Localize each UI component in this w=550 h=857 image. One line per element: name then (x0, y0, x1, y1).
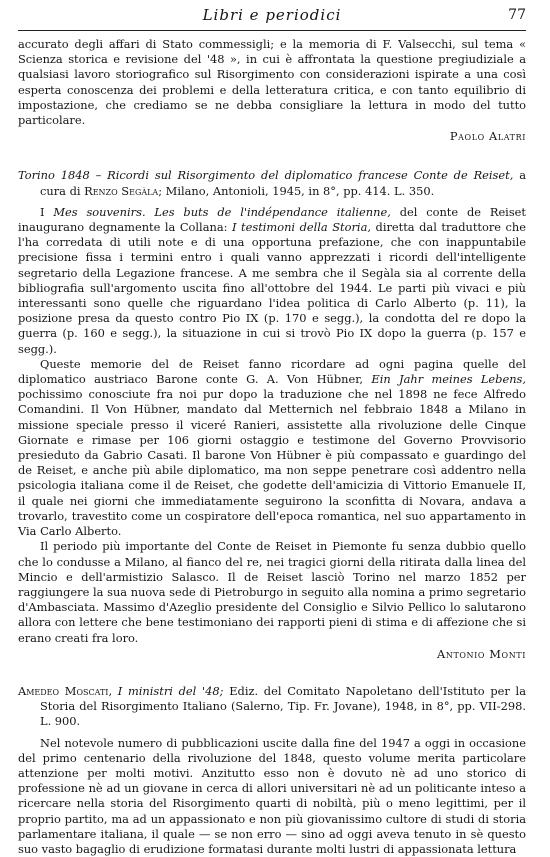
review3-publication-details: Ediz. del Comitato Napoletano dell'Istituto per la Storia del Risorgimento Italiano (Salerno, Tip. Fr. Jovane), 1948, in 8°, pp. VII-298. L. 900. (40, 683, 526, 729)
review3-paragraph-1: Nel notevole numero di pubblicazioni uscite dalla fine del 1947 a oggi in occasione del primo centenario della rivoluzione del 1848, questo volume merita particolare attenzione per molti motivi. Anzitutto esso non è dovuto nè ad uno storico di professione nè ad un giovane in cerca di allori universitari nè ad un politicante inteso a ricercare nella storia del Risorgimento quarti di nobiltà, più o meno legittimi, per il proprio partito, ma ad un appassionato e non più giovanissimo cultore di studi di storia parlamentare italiana, il quale — se non erro — sino ad oggi aveva tenuto in sè questo suo vasto bagaglio di erudizione formatasi durante molti lustri di appassionata lettura (18, 735, 526, 856)
running-head: Libri e periodici (202, 6, 342, 24)
review2-p1-series: I testimoni della Storia, (232, 220, 371, 235)
review3-author: Amedeo Moscati, (18, 683, 113, 698)
review2-publication-details: ; Milano, Antonioli, 1945, in 8°, pp. 414. L. 350. (158, 183, 435, 198)
review2-paragraph-1 (18, 205, 526, 357)
review2-signature: Antonio Monti (437, 646, 526, 661)
review2-curator-prefix: a cura di (40, 168, 526, 198)
page-header (18, 6, 526, 31)
review2-p1-french-title: Mes souvenirs. Les buts de l'indépendance italienne, (53, 204, 391, 219)
review2-p1-intro: I (40, 204, 45, 219)
review2-book-title: Torino 1848 – Ricordi sul Risorgimento del diplomatico francese Conte de Reiset, (18, 168, 514, 183)
review2-p2-start: Queste memorie del de Reiset fanno ricordare ad ogni pagina quelle del diplomatico austriaco Barone conte G. A. Von Hübner, (18, 356, 526, 387)
page-number: 77 (508, 7, 526, 23)
review2-paragraph-2 (18, 357, 526, 539)
review2-curator: Renzo Segàla (84, 183, 159, 198)
review2-citation (18, 168, 526, 198)
review3-book-title: I ministri del '48; (117, 683, 224, 698)
review3-citation (18, 684, 526, 730)
review2-p1-rest: diretta dal traduttore che l'ha corredata di utili note e di una opportuna prefazione, che con inappuntabile precisione fissa i termini entro i quali vanno apprezzati i ricordi dell'intelligente segretario della Legazione francese. A me sembra che il Segàla sia al corrente della bibliografia sull'argomento uscita fino all'ottobre del 1944. Le parti più vivaci e più interessanti sono quelle che riguardano l'idea politica di Carlo Alberto (p. 11), la posizione presa da questo contro Pio IX (p. 170 e segg.), la condotta del re dopo la guerra (p. 160 e segg.), la situazione in cui si trovò Pio IX dopo la guerra (p. 157 e segg.). (18, 220, 527, 356)
review2-paragraph-3: Il periodo più importante del Conte de Reiset in Piemonte fu senza dubbio quello che lo condusse a Milano, al fianco del re, nei tragici giorni della ritirata dalla linea del Mincio e dell'armistizio Salasco. Il de Reiset lasciò Torino nel marzo 1852 per raggiungere la sua nuova sede di Pietroburgo in seguito alla nomina a primo segretario d'Ambasciata. Massimo d'Azeglio presidente del Consiglio e Silvio Pellico lo salutarono allora con lettere che bene testimoniano dei rapporti pieni di stima e di affezione che si erano creati fra loro. (18, 539, 526, 645)
review2-p2-rest: pochissimo conosciute fra noi pur dopo la traduzione che nel 1898 ne fece Alfredo Comandini. Il Von Hübner, mandato dal Metternich nel febbraio 1848 a Milano in missione speciale presso il viceré Ranieri, assistette alla rivoluzione delle Cinque Giornate e rimase per 106 giorni ostaggio e testimone del Governo Provvisorio presieduto da Gabrio Casati. Il barone Von Hübner è più compassato e guardingo del de Reiset, e anche più abile diplomatico, ma non seppe penetrare così addentro nella psicologia italiana come il de Reiset, che godette dell'amicizia di Vittorio Emanuele II, il quale nei giorni che immediatamente seguirono la sconfitta di Novara, andava a trovarlo, travestito come un cospiratore dell'epoca romantica, nel suo appartamento in Via Carlo Alberto. (18, 387, 526, 539)
review1-signature: Paolo Alatri (449, 129, 526, 144)
review2-p2-book-title: Ein Jahr meines Lebens, (371, 372, 527, 387)
review2-p1-mid: del conte de Reiset inaugurano degnamente la Collana: (18, 204, 526, 235)
review1-tail-paragraph: accurato degli affari di Stato commessigli; e la memoria di F. Valsecchi, sul tema « Scienza storica e revisione del '48 », in cui è affrontata la questione pregiudiziale a qualsiasi lavoro storiografico sul Risorgimento con considerazioni ispirate a una così esperta conoscenza dei problemi e della letteratura critica, e con tanto equilibrio di impostazione, che crediamo se ne debba consigliare la lettura in modo del tutto particolare. (18, 37, 526, 128)
